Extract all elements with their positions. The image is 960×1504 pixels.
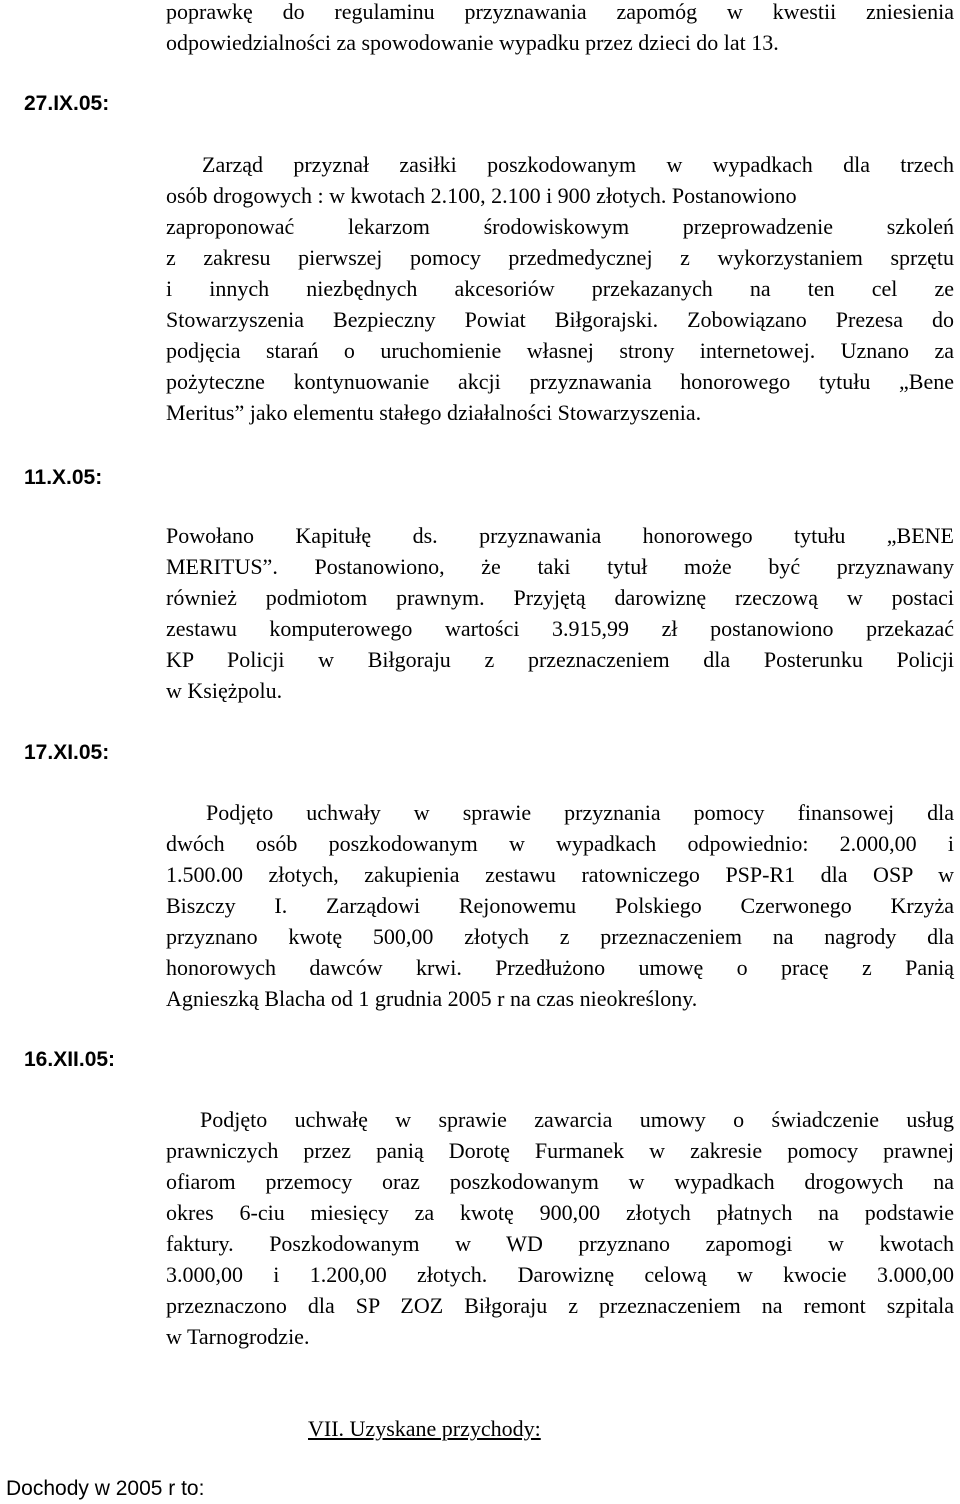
paragraph-line: i innych niezbędnych akcesoriów przekazanych na ten cel ze [166, 276, 954, 301]
paragraph-line: honorowych dawców krwi. Przedłużono umowę o pracę z Panią [166, 955, 954, 980]
paragraph-line: prawniczych przez panią Dorotę Furmanek w zakresie pomocy prawnej [166, 1138, 954, 1163]
paragraph-line: KP Policji w Biłgoraju z przeznaczeniem dla Posterunku Policji [166, 647, 954, 672]
income-label: Dochody w 2005 r to: [6, 1477, 205, 1500]
paragraph-line: dwóch osób poszkodowanym w wypadkach odpowiednio: 2.000,00 i [166, 831, 954, 856]
paragraph-line: w Tarnogrodzie. [166, 1324, 310, 1349]
paragraph-line: Meritus” jako elementu stałego działalności Stowarzyszenia. [166, 400, 702, 425]
paragraph-line: osób drogowych : w kwotach 2.100, 2.100 i 900 złotych. Postanowiono [166, 183, 797, 208]
paragraph-line: przyznano kwotę 500,00 złotych z przeznaczeniem na nagrody dla [166, 924, 954, 949]
paragraph-line: MERITUS”. Postanowiono, że taki tytuł może być przyznawany [166, 554, 954, 579]
paragraph-line: również podmiotom prawnym. Przyjętą darowiznę rzeczową w postaci [166, 585, 954, 610]
entry-paragraph [166, 520, 954, 706]
paragraph-line: podjęcia starań o uruchomienie własnej strony internetowej. Uznano za [166, 338, 954, 363]
paragraph-line: okres 6-ciu miesięcy za kwotę 900,00 złotych płatnych na podstawie [166, 1200, 954, 1225]
paragraph-line: odpowiedzialności za spowodowanie wypadku przez dzieci do lat 13. [166, 30, 779, 55]
paragraph-line: Zarząd przyznał zasiłki poszkodowanym w wypadkach dla trzech [202, 152, 954, 177]
entry-date: 17.XI.05: [24, 741, 110, 764]
paragraph-line: 1.500.00 złotych, zakupienia zestawu ratowniczego PSP-R1 dla OSP w [166, 862, 954, 887]
paragraph-line: Podjęto uchwały w sprawie przyznania pomocy finansowej dla [206, 800, 954, 825]
paragraph-line: zaproponować lekarzom środowiskowym przeprowadzenie szkoleń [166, 214, 954, 239]
paragraph-line: faktury. Poszkodowanym w WD przyznano zapomogi w kwotach [166, 1231, 954, 1256]
entry-paragraph [166, 797, 954, 1014]
paragraph-line: Biszczy I. Zarządowi Rejonowemu Polskiego Czerwonego Krzyża [166, 893, 954, 918]
paragraph-line: poprawkę do regulaminu przyznawania zapomóg w kwestii zniesienia [166, 0, 954, 24]
paragraph-line: pożyteczne kontynuowanie akcji przyznawania honorowego tytułu „Bene [166, 369, 954, 394]
paragraph-line: Powołano Kapitułę ds. przyznawania honorowego tytułu „BENE [166, 523, 954, 548]
entry-date: 27.IX.05: [24, 92, 110, 115]
paragraph-line: Podjęto uchwałę w sprawie zawarcia umowy o świadczenie usług [200, 1107, 954, 1132]
paragraph-line: z zakresu pierwszej pomocy przedmedycznej z wykorzystaniem sprzętu [166, 245, 954, 270]
paragraph-line: zestawu komputerowego wartości 3.915,99 zł postanowiono przekazać [166, 616, 954, 641]
paragraph-line: Stowarzyszenia Bezpieczny Powiat Biłgorajski. Zobowiązano Prezesa do [166, 307, 954, 332]
section-heading: VII. Uzyskane przychody: [308, 1416, 541, 1441]
entry-paragraph [166, 1104, 954, 1352]
paragraph-line: Agnieszką Blacha od 1 grudnia 2005 r na czas nieokreślony. [166, 986, 698, 1011]
entry-date: 11.X.05: [24, 466, 103, 489]
paragraph-line: przeznaczono dla SP ZOZ Biłgoraju z przeznaczeniem na remont szpitala [166, 1293, 954, 1318]
paragraph-line: w Księżpolu. [166, 678, 283, 703]
entry-paragraph [166, 149, 954, 428]
paragraph-line: ofiarom przemocy oraz poszkodowanym w wypadkach drogowych na [166, 1169, 954, 1194]
entry-date: 16.XII.05: [24, 1048, 116, 1071]
intro-paragraph [166, 0, 954, 58]
paragraph-line: 3.000,00 i 1.200,00 złotych. Darowiznę celową w kwocie 3.000,00 [166, 1262, 954, 1287]
